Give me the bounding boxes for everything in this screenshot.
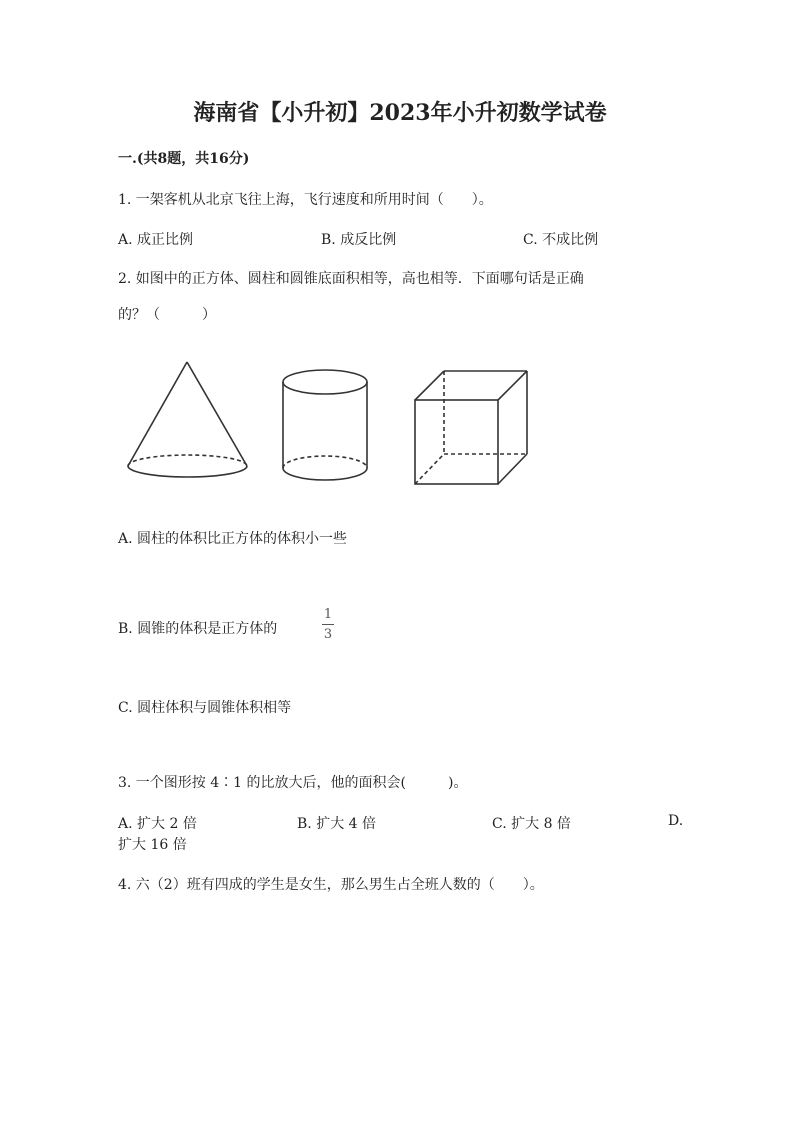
solids-figure [118, 358, 538, 490]
question-3-text: 3. 一个图形按 4∶1 的比放大后，他的面积会( )。 [118, 775, 468, 791]
question-3-option-b: B. 扩大 4 倍 [297, 816, 376, 832]
cylinder-figure [283, 370, 367, 480]
question-2-option-a: A. 圆柱的体积比正方体的体积小一些 [118, 531, 348, 547]
cone-figure [128, 362, 247, 477]
question-1-text: 1. 一架客机从北京飞往上海，飞行速度和所用时间（ ）。 [118, 192, 493, 208]
fraction-numerator: 1 [323, 607, 333, 622]
question-1-option-a: A. 成正比例 [118, 232, 194, 248]
question-1-option-b: B. 成反比例 [321, 232, 397, 248]
question-3-option-d-text: 扩大 16 倍 [118, 837, 187, 853]
fraction-denominator: 3 [323, 627, 333, 642]
question-4-text: 4. 六（2）班有四成的学生是女生，那么男生占全班人数的（ ）。 [118, 877, 544, 893]
question-2-text-line2: 的？（ ） [118, 307, 216, 323]
question-2-text-line1: 2. 如图中的正方体、圆柱和圆锥底面积相等，高也相等．下面哪句话是正确 [118, 271, 584, 287]
question-3-option-d-label: D. [668, 813, 684, 829]
section-header: 一.(共8题，共16分) [118, 151, 250, 167]
question-2-option-c: C. 圆柱体积与圆锥体积相等 [118, 700, 292, 716]
question-3-option-a: A. 扩大 2 倍 [118, 816, 197, 832]
question-2-option-b: B. 圆锥的体积是正方体的 [118, 621, 278, 637]
fraction-one-third [321, 608, 335, 641]
question-1-option-c: C. 不成比例 [523, 232, 599, 248]
cube-figure [415, 371, 527, 484]
fraction-bar [322, 624, 334, 625]
question-3-option-c: C. 扩大 8 倍 [492, 816, 571, 832]
page-title: 海南省【小升初】2023年小升初数学试卷 [193, 100, 607, 126]
